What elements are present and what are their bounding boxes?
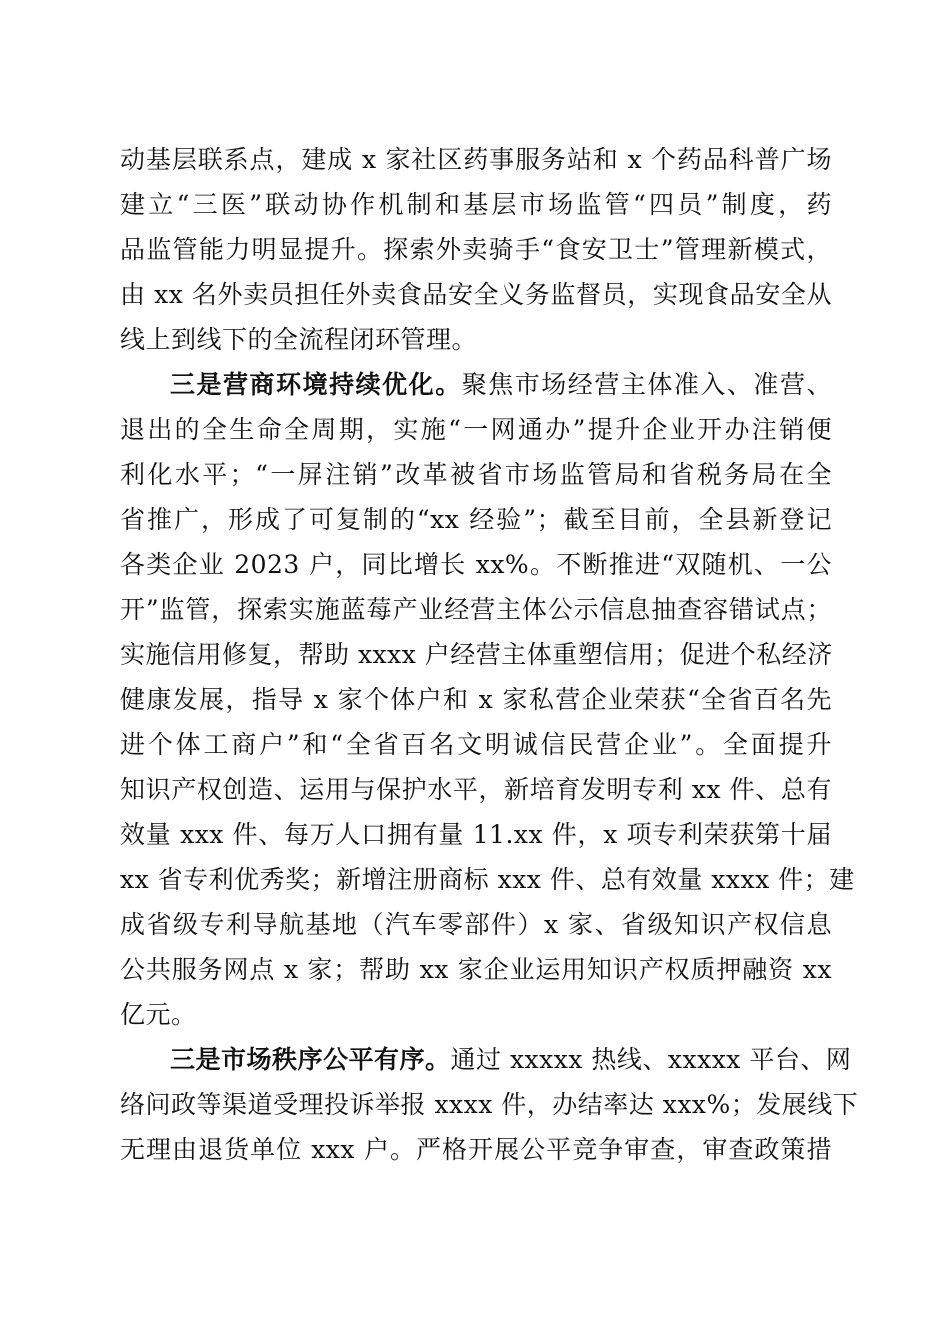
text-line: 实施信用修复，帮助 xxxx 户经营主体重塑信用；促进个私经济 xyxy=(120,640,833,669)
text-line: xx 省专利优秀奖；新增注册商标 xxx 件、总有效量 xxxx 件；建 xyxy=(120,865,855,894)
text-span: 通过 xxxxx 热线、xxxxx 平台、网 xyxy=(450,1045,852,1074)
text-line: 各类企业 2023 户，同比增长 xx%。不断推进“双随机、一公 xyxy=(120,550,832,579)
paragraph-first-line xyxy=(170,365,832,405)
text-line: 动基层联系点，建成 x 家社区药事服务站和 x 个药品科普广场 xyxy=(120,145,832,174)
text-line: 进个体工商户”和“全省百名文明诚信民营企业”。全面提升 xyxy=(120,730,832,759)
paragraph-heading: 三是营商环境持续优化。 xyxy=(170,370,462,399)
text-line: 亿元。 xyxy=(120,1000,197,1029)
text-line: 健康发展，指导 x 家个体户和 x 家私营企业荣获“全省百名先 xyxy=(120,685,832,714)
paragraph-first-line xyxy=(170,1040,852,1080)
paragraph-heading: 三是市场秩序公平有序。 xyxy=(170,1045,451,1074)
text-line: 建立“三医”联动协作机制和基层市场监管“四员”制度，药 xyxy=(120,190,832,219)
text-line: 省推广，形成了可复制的“xx 经验”；截至目前，全县新登记 xyxy=(120,505,832,534)
text-line: 公共服务网点 x 家；帮助 xx 家企业运用知识产权质押融资 xx xyxy=(120,955,832,984)
text-span: 聚焦市场经营主体准入、准营、 xyxy=(461,370,832,399)
text-line: 利化水平；“一屏注销”改革被省市场监管局和省税务局在全 xyxy=(120,460,832,489)
text-line: 由 xx 名外卖员担任外卖食品安全义务监督员，实现食品安全从 xyxy=(120,280,832,309)
text-line: 线上到线下的全流程闭环管理。 xyxy=(120,325,478,354)
text-line: 络问政等渠道受理投诉举报 xxxx 件，办结率达 xxx%；发展线下 xyxy=(120,1090,859,1119)
text-line: 无理由退货单位 xxx 户。严格开展公平竞争审查，审查政策措 xyxy=(120,1135,832,1164)
text-line: 退出的全生命全周期，实施“一网通办”提升企业开办注销便 xyxy=(120,415,832,444)
text-line: 品监管能力明显提升。探索外卖骑手“食安卫士”管理新模式， xyxy=(120,235,832,264)
text-line: 效量 xxx 件、每万人口拥有量 11.xx 件，x 项专利荣获第十届 xyxy=(120,820,832,849)
text-line: 开”监管，探索实施蓝莓产业经营主体公示信息抽查容错试点； xyxy=(120,595,832,624)
text-line: 知识产权创造、运用与保护水平，新培育发明专利 xx 件、总有 xyxy=(120,775,832,804)
text-line: 成省级专利导航基地（汽车零部件）x 家、省级知识产权信息 xyxy=(120,910,832,939)
